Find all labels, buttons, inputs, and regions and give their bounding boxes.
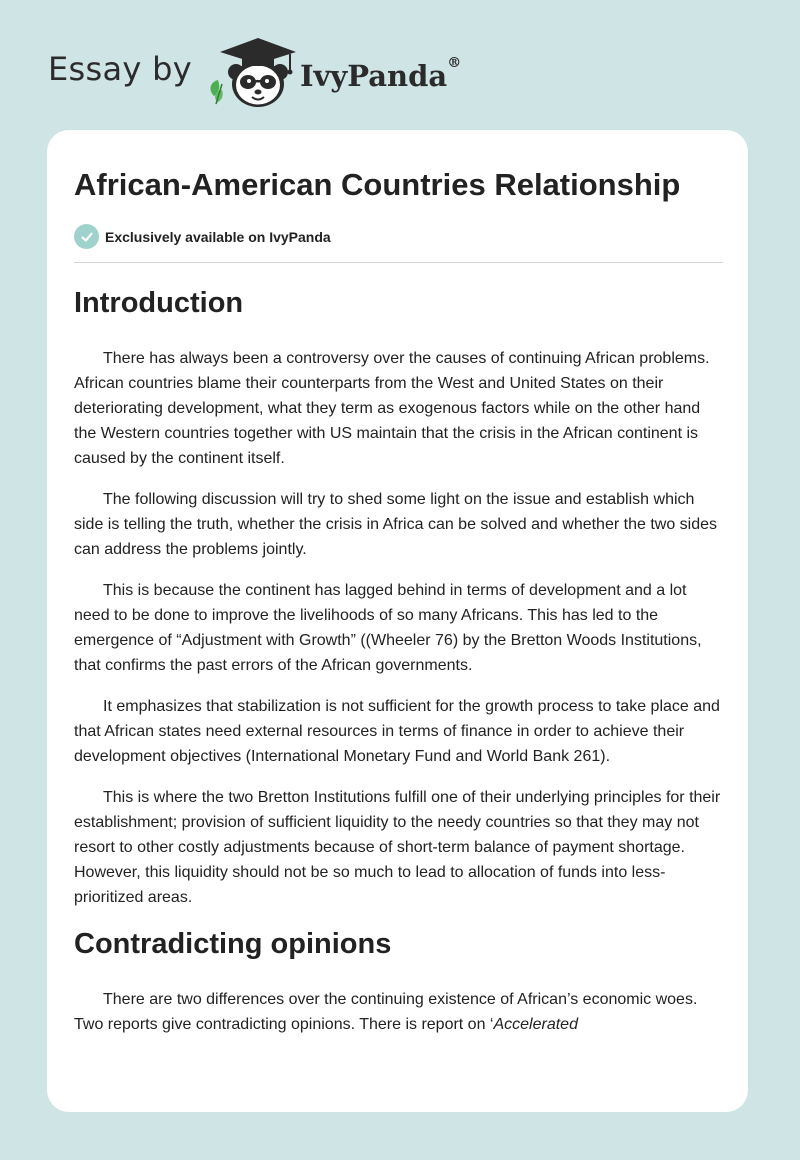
panda-logo-icon bbox=[206, 34, 298, 110]
brand-header[interactable] bbox=[48, 34, 461, 110]
paragraph: The following discussion will try to shed some light on the issue and establish which side is telling the truth, whether the crisis in Africa can be solved and whether the two sides can address the problems jointly. bbox=[74, 491, 718, 558]
section-heading-introduction: Introduction bbox=[74, 287, 244, 319]
essay-card bbox=[47, 130, 748, 1112]
brand-prefix: Essay by bbox=[48, 50, 192, 88]
section-heading-contradicting-opinions: Contradicting opinions bbox=[74, 928, 392, 960]
essay-content bbox=[74, 164, 723, 1037]
paragraph: There are two differences over the continuing existence of African’s economic woes. Two reports give contradicting opinions. There is report on ‘Accelerated bbox=[74, 991, 698, 1033]
divider bbox=[74, 262, 723, 263]
paragraph: It emphasizes that stabilization is not sufficient for the growth process to take place and that African states need external resources in terms of finance in order to achieve their development objectives (International Monetary Fund and World Bank 261). bbox=[74, 698, 720, 765]
paragraph: This is where the two Bretton Institutions fulfill one of their underlying principles for their establishment; provision of sufficient liquidity to the needy countries so that they may not resort to other costly adjustments because of short-term balance of payment shortage. However, this liquidity should not be so much to lead to allocation of funds into less-prioritized areas. bbox=[74, 789, 721, 906]
essay-title: African-American Countries Relationship bbox=[74, 167, 681, 202]
exclusive-text: Exclusively available on IvyPanda bbox=[105, 228, 331, 245]
check-circle-icon bbox=[74, 224, 99, 249]
exclusive-badge bbox=[74, 224, 723, 249]
paragraph: There has always been a controversy over the causes of continuing African problems. African countries blame their counterparts from the West and United States on their deteriorating development, what they term as exogenous factors while on the other hand the Western countries together with US maintain that the crisis in the African continent is caused by the continent itself. bbox=[74, 350, 710, 467]
brand-name: IvyPanda® bbox=[299, 55, 462, 93]
paragraph: This is because the continent has lagged behind in terms of development and a lot need to be done to improve the livelihoods of so many Africans. This has led to the emergence of “Adjustment with Growth” ((Wheeler 76) by the Bretton Woods Institutions, that confirms the past errors of the African governments. bbox=[74, 582, 702, 674]
